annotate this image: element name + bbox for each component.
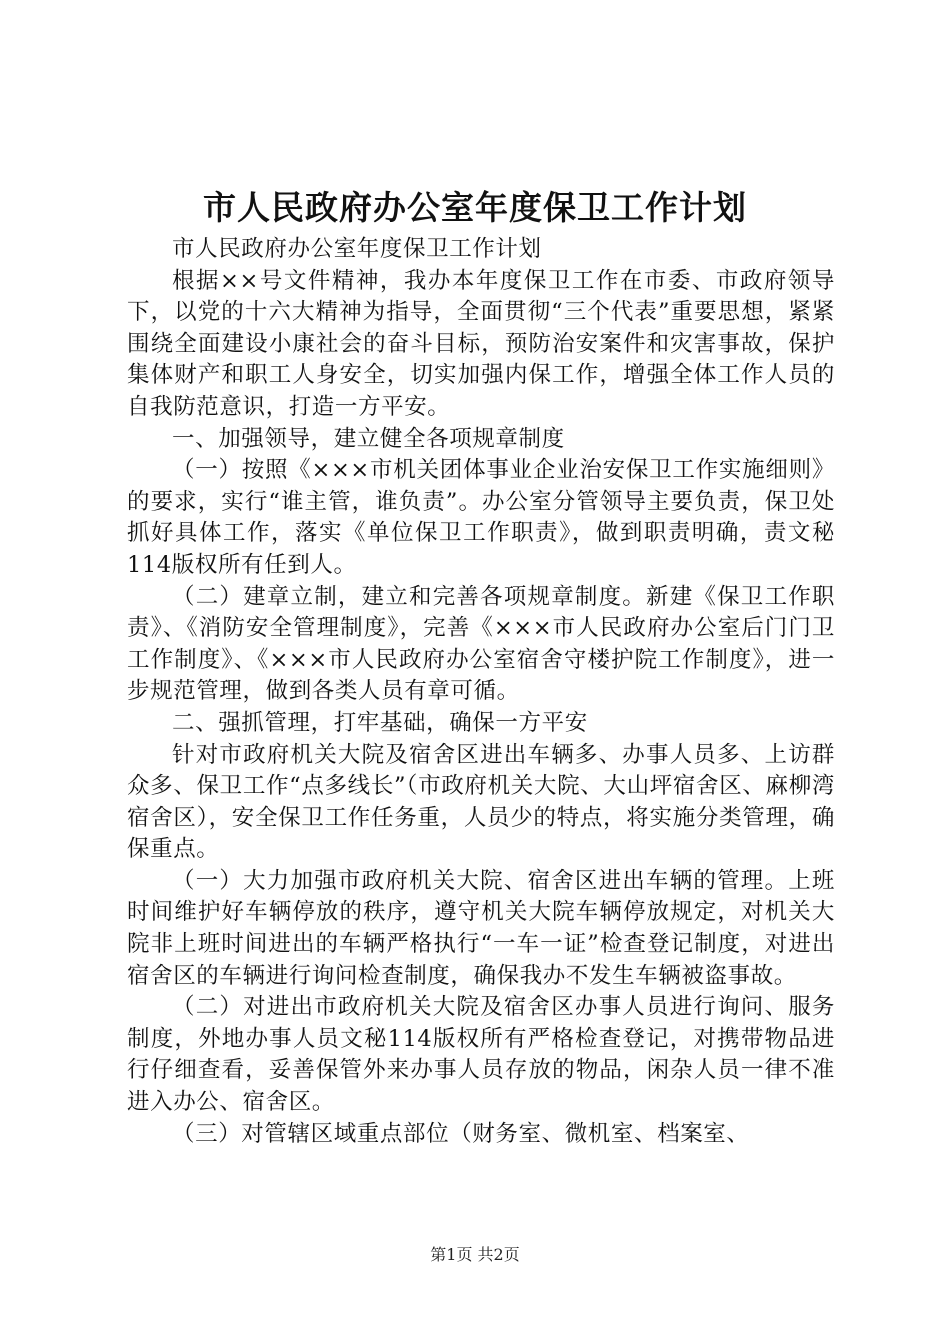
page-title: 市人民政府办公室年度保卫工作计划 (203, 188, 747, 227)
paragraph-intro: 根据××号文件精神，我办本年度保卫工作在市委、市政府领导下，以党的十六大精神为指导，全面贯彻“三个代表”重要思想，紧紧围绕全面建设小康社会的奋斗目标，预防治安案件和灾害事故，保护集体财产和职工人身安全，切实加强内保工作，增强全体工作人员的自我防范意识，打造一方平安。 (127, 267, 835, 420)
paragraph-2-3: （三）对管辖区域重点部位（财务室、微机室、档案室、 (172, 1120, 750, 1147)
document-body (127, 234, 835, 1150)
section-heading-1: 一、加强领导，建立健全各项规章制度 (172, 425, 565, 452)
paragraph-2-1: （一）大力加强市政府机关大院、宿舍区进出车辆的管理。上班时间维护好车辆停放的秩序，遵守机关大院车辆停放规定，对机关大院非上班时间进出的车辆严格执行“一车一证”检查登记制度，对进出宿舍区的车辆进行询问检查制度，确保我办不发生车辆被盗事故。 (127, 867, 835, 989)
page-number: 第1页 共2页 (430, 1245, 520, 1264)
paragraph-2-2: （二）对进出市政府机关大院及宿舍区办事人员进行询问、服务制度，外地办事人员文秘114版权所有严格检查登记，对携带物品进行仔细查看，妥善保管外来办事人员存放的物品，闲杂人员一律不准进入办公、宿舍区。 (127, 994, 835, 1116)
paragraph-subtitle: 市人民政府办公室年度保卫工作计划 (172, 236, 542, 262)
paragraph-1-1: （一）按照《×××市机关团体事业企业治安保卫工作实施细则》的要求，实行“谁主管，谁负责”。办公室分管领导主要负责，保卫处抓好具体工作，落实《单位保卫工作职责》，做到职责明确，责文秘114版权所有任到人。 (127, 457, 835, 578)
section-heading-2: 二、强抓管理，打牢基础，确保一方平安 (172, 709, 588, 736)
paragraph-1-2: （二）建章立制，建立和完善各项规章制度。新建《保卫工作职责》、《消防安全管理制度》，完善《×××市人民政府办公室后门门卫工作制度》、《×××市人民政府办公室宿舍守楼护院工作制度》，进一步规范管理，做到各类人员有章可循。 (127, 583, 835, 705)
paragraph-2-intro: 针对市政府机关大院及宿舍区进出车辆多、办事人员多、上访群众多、保卫工作“点多线长”（市政府机关大院、大山坪宿舍区、麻柳湾宿舍区），安全保卫工作任务重，人员少的特点，将实施分类管理，确保重点。 (127, 741, 835, 863)
